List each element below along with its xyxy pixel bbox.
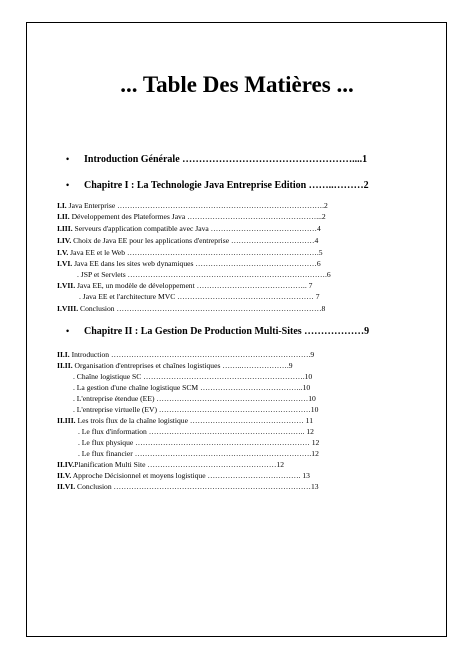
toc-bullet-chapter-2[interactable]	[66, 326, 369, 337]
toc-entry-text: . Le flux physique …………………………………………………………… 12	[78, 438, 320, 447]
toc-entry[interactable]	[57, 471, 310, 480]
toc-subentry[interactable]	[78, 427, 314, 436]
toc-subentry[interactable]	[78, 449, 319, 458]
toc-entry-text: Les trois flux de la chaîne logistique ……………………………………… 11	[75, 416, 313, 425]
toc-entry[interactable]	[57, 281, 312, 290]
toc-entry[interactable]	[57, 259, 321, 268]
toc-entry[interactable]	[57, 460, 284, 469]
toc-entry-text: Organisation d'entreprises et chaînes logistiques ……..……………….9	[72, 361, 293, 370]
toc-entry[interactable]	[57, 201, 328, 210]
toc-entry[interactable]	[57, 416, 313, 425]
toc-entry-number: I.I.	[57, 201, 67, 210]
toc-subentry[interactable]	[78, 438, 319, 447]
toc-entry[interactable]	[57, 236, 318, 245]
toc-entry-text: Conclusion ………………………………………………………………………8	[78, 304, 326, 313]
toc-bullet-text: Chapitre I : La Technologie Java Entreprise Edition ……..………2	[84, 180, 369, 191]
toc-subentry[interactable]	[73, 383, 310, 392]
toc-entry-number: II.II.	[57, 361, 73, 370]
bullet-icon: •	[66, 180, 70, 190]
toc-entry[interactable]	[57, 304, 325, 313]
toc-entry-text: Serveurs d'application compatible avec Java ……………………………………4	[72, 224, 321, 233]
toc-entry-text: . Le flux financier …………………………………………………………….12	[78, 449, 319, 458]
toc-entry-number: I.III.	[57, 224, 73, 233]
toc-entry-text: . Le flux d'information …………………………………………………….. 12	[78, 427, 314, 436]
toc-subentry[interactable]	[73, 394, 316, 403]
bullet-icon: •	[66, 154, 70, 164]
toc-entry[interactable]	[57, 212, 326, 221]
toc-entry-number: I.VI.	[57, 259, 73, 268]
toc-entry-text: Planification Multi Site ……………………………………………12	[74, 460, 285, 469]
toc-entry-number: II.VI.	[57, 482, 76, 491]
toc-entry-text: Java EE, un modèle de développement …………………………………….. 7	[75, 281, 313, 290]
toc-entry-number: I.V.	[57, 248, 69, 257]
toc-entry-text: Conclusion ……………………………………………………………………13	[75, 482, 319, 491]
bullet-icon: •	[66, 326, 70, 336]
toc-entry-number: II.IV.	[57, 460, 75, 469]
toc-entry-text: Java Enterprise ……………………………………………………………………….2	[66, 201, 328, 210]
toc-entry-number: II.V.	[57, 471, 72, 480]
toc-subentry[interactable]	[77, 270, 331, 279]
toc-entry-number: I.VII.	[57, 281, 76, 290]
toc-entry-number: I.II.	[57, 212, 70, 221]
toc-entry-text: . La gestion d'une chaîne logistique SCM …………………………………..10	[73, 383, 311, 392]
toc-entry[interactable]	[57, 248, 323, 257]
toc-entry[interactable]	[57, 482, 319, 491]
toc-entry-number: I.VIII.	[57, 304, 79, 313]
toc-entry-text: . JSP et Servlets …………………………………………………………………….6	[77, 270, 331, 279]
toc-bullet-text: Chapitre II : La Gestion De Production Multi-Sites ………………9	[84, 326, 370, 337]
toc-entry-text: . Java EE et l'architecture MVC ……………………………………………… 7	[79, 292, 320, 301]
toc-entry[interactable]	[57, 224, 321, 233]
toc-entry-text: . L'entreprise étendue (EE) ……………………………………………………10	[73, 394, 316, 403]
toc-entry-text: Choix de Java EE pour les applications d'entreprise ……………………………4	[71, 236, 319, 245]
toc-entry-text: Java EE et le Web ………………………………………………………………….5	[68, 248, 323, 257]
toc-entry[interactable]	[57, 350, 314, 359]
toc-entry-number: II.III.	[57, 416, 76, 425]
toc-entry-number: II.I.	[57, 350, 70, 359]
toc-bullet-introduction[interactable]	[66, 154, 367, 165]
toc-entry-text: Approche Décisionnel et moyens logistique ………………………………. 13	[71, 471, 310, 480]
toc-subentry[interactable]	[73, 372, 312, 381]
toc-entry-text: . L'entreprise virtuelle (EV) ……………………………………………………10	[73, 405, 319, 414]
toc-entry-text: Java EE dans les sites web dynamiques …………………………………………6	[72, 259, 321, 268]
toc-entry-text: Développement des Plateformes Java ……………………………………………...2	[69, 212, 326, 221]
toc-subentry[interactable]	[73, 405, 318, 414]
toc-entry-number: I.IV.	[57, 236, 72, 245]
toc-entry-text: Introduction …………………………………………………………………….9	[69, 350, 315, 359]
toc-entry[interactable]	[57, 361, 293, 370]
page-title: ... Table Des Matières ...	[120, 72, 354, 97]
toc-bullet-chapter-1[interactable]	[66, 180, 369, 191]
toc-entry-text: . Chaîne logistique SC ……………………………………………………….10	[73, 372, 313, 381]
toc-bullet-text: Introduction Générale ……………………………………………....1	[84, 154, 368, 165]
toc-subentry[interactable]	[79, 292, 320, 301]
